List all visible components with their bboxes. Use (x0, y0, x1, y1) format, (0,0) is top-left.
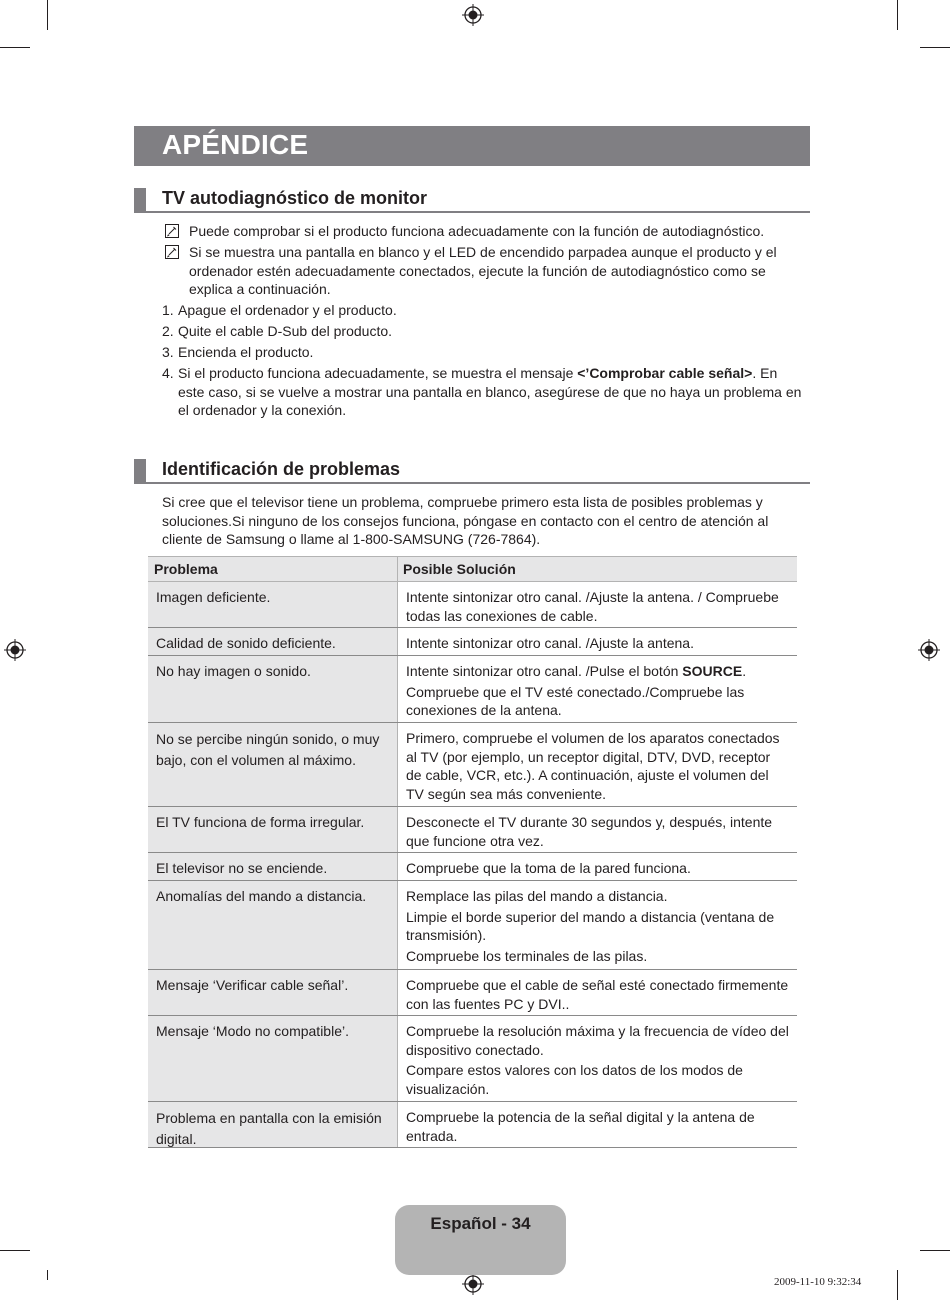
problem-cell (148, 807, 398, 852)
troubleshooting-intro: Si cree que el televisor tiene un problema, compruebe primero esta lista de posibles problemas y soluciones.Si ninguno de los consejos funciona, póngase en contacto con el centro de atención al cliente de Samsung o llame al 1-800-SAMSUNG (726-7864). (162, 494, 769, 547)
table-row (148, 628, 797, 656)
note-text: Si se muestra una pantalla en blanco y el LED de encendido parpadea aunque el producto y el ordenador estén adecuadamente conectados, ejecute la función de autodiagnóstico como se explica a continuación. (189, 244, 777, 297)
registration-mark-icon (918, 639, 940, 661)
problem-cell (148, 656, 398, 722)
appendix-banner (134, 126, 810, 166)
print-timestamp: 2009-11-10 9:32:34 (774, 1276, 862, 1288)
note-item (165, 243, 810, 299)
problem-text: Imagen deficiente. (156, 589, 271, 605)
problem-cell (148, 723, 398, 806)
source-button-name: SOURCE (682, 663, 743, 679)
note-text: Puede comprobar si el producto funciona adecuadamente con la función de autodiagnóstico. (189, 223, 765, 239)
troubleshooting-table (148, 556, 797, 1148)
solution-text: Compruebe que el cable de señal esté conectado firmemente con las fuentes PC y DVI.. (406, 977, 789, 1012)
solution-text: Remplace las pilas del mando a distancia. (406, 888, 668, 904)
crop-mark (0, 1250, 30, 1251)
message-name: <’Comprobar cable señal> (577, 365, 753, 381)
problem-text: Calidad de sonido deficiente. (156, 635, 336, 651)
solution-text: Compruebe que el TV esté conectado./Compruebe las conexiones de la antena. (406, 683, 745, 718)
section-marker (134, 188, 146, 213)
problem-cell (148, 881, 398, 969)
crop-mark (920, 47, 950, 48)
step-text: Quite el cable D-Sub del producto. (178, 323, 393, 339)
solution-cell (406, 887, 789, 967)
solution-text: Intente sintonizar otro canal. /Ajuste la antena. (406, 635, 694, 651)
solution-text: Compruebe los terminales de las pilas. (406, 947, 648, 964)
appendix-title: APÉNDICE (162, 129, 309, 160)
crop-mark (0, 47, 30, 48)
solution-text: Compare estos valores con los datos de los modos de visualización. (406, 1062, 743, 1097)
solution-cell (406, 1022, 789, 1100)
solution-cell (406, 634, 789, 655)
problem-text: No se percibe ningún sonido, o muy bajo, con el volumen al máximo. (156, 731, 380, 768)
problem-cell (148, 582, 398, 627)
problem-cell (148, 628, 398, 655)
table-row (148, 970, 797, 1016)
table-row (148, 853, 797, 881)
table-row (148, 881, 797, 970)
page-number-tab (395, 1205, 566, 1275)
column-header-solution: Posible Solución (403, 561, 516, 577)
solution-text-part: Intente sintonizar otro canal. /Pulse el botón (406, 663, 683, 679)
step-number: 1. (162, 302, 174, 318)
table-row (148, 582, 797, 628)
section-marker (134, 459, 146, 484)
problem-cell (148, 970, 398, 1015)
problem-cell (148, 1102, 398, 1147)
problem-cell (148, 853, 398, 880)
note-item (165, 222, 810, 241)
table-row (148, 1016, 797, 1102)
page-number: Español - 34 (430, 1214, 531, 1233)
step-text (178, 364, 802, 420)
note-icon (165, 245, 179, 259)
registration-mark-icon (462, 1273, 484, 1295)
problem-text: Mensaje ‘Modo no compatible’. (156, 1023, 349, 1039)
crop-mark (897, 1270, 898, 1300)
solution-text: Intente sintonizar otro canal. /Ajuste la antena. / Compruebe todas las conexiones de cable. (406, 589, 779, 624)
table-row (148, 1102, 797, 1148)
problem-text: El televisor no se enciende. (156, 860, 328, 876)
crop-mark (47, 1270, 48, 1280)
problem-text: Mensaje ‘Verificar cable señal’. (156, 977, 349, 993)
solution-text-part: . (742, 663, 747, 679)
crop-mark (897, 0, 898, 30)
solution-cell (406, 976, 789, 1015)
registration-mark-icon (462, 4, 484, 26)
solution-cell (406, 729, 789, 805)
column-divider (397, 557, 398, 581)
section-title-troubleshooting: Identificación de problemas (162, 459, 401, 479)
solution-text: Compruebe la potencia de la señal digital y la antena de entrada. (406, 1109, 755, 1144)
column-header-problem: Problema (154, 561, 218, 577)
table-row (148, 656, 797, 723)
crop-mark (47, 0, 48, 30)
table-row (148, 807, 797, 853)
section-rule (134, 482, 810, 484)
step-text: Apague el ordenador y el producto. (178, 302, 397, 318)
registration-mark-icon (4, 639, 26, 661)
step-text: Encienda el producto. (178, 344, 314, 360)
solution-text: Primero, compruebe el volumen de los aparatos conectados al TV (por ejemplo, un receptor digital, DTV, DVD, receptor de cable, VCR, etc.). A continuación, ajuste el volumen del TV según sea más conveniente. (406, 730, 780, 802)
note-icon (165, 224, 179, 238)
solution-cell (406, 813, 789, 852)
step-number: 3. (162, 344, 174, 360)
problem-text: El TV funciona de forma irregular. (156, 814, 365, 830)
crop-mark (920, 1250, 950, 1251)
table-header (148, 556, 797, 582)
problem-cell (148, 1016, 398, 1101)
problem-text: No hay imagen o sonido. (156, 663, 311, 679)
table-row (148, 723, 797, 807)
solution-text (406, 662, 789, 681)
solution-text: Compruebe que la toma de la pared funciona. (406, 860, 691, 876)
step-number: 2. (162, 323, 174, 339)
solution-text: Limpie el borde superior del mando a distancia (ventana de transmisión). (406, 908, 775, 943)
section-title-self-diagnosis: TV autodiagnóstico de monitor (162, 188, 427, 208)
problem-text: Problema en pantalla con la emisión digital. (156, 1110, 382, 1147)
solution-cell (406, 662, 789, 722)
solution-cell (406, 588, 789, 627)
section-rule (134, 211, 810, 213)
solution-cell (406, 859, 789, 880)
solution-cell (406, 1108, 789, 1147)
step-text-part: . En este caso, si se vuelve a mostrar una pantalla en blanco, asegúrese de que no haya un problema en el ordenador y la conexión. (178, 365, 802, 418)
solution-text: Compruebe la resolución máxima y la frecuencia de vídeo del dispositivo conectado. (406, 1023, 789, 1058)
problem-text: Anomalías del mando a distancia. (156, 888, 367, 904)
step-number: 4. (162, 365, 174, 381)
step-text-part: Si el producto funciona adecuadamente, se muestra el mensaje (178, 365, 578, 381)
solution-text: Desconecte el TV durante 30 segundos y, después, intente que funcione otra vez. (406, 814, 773, 849)
